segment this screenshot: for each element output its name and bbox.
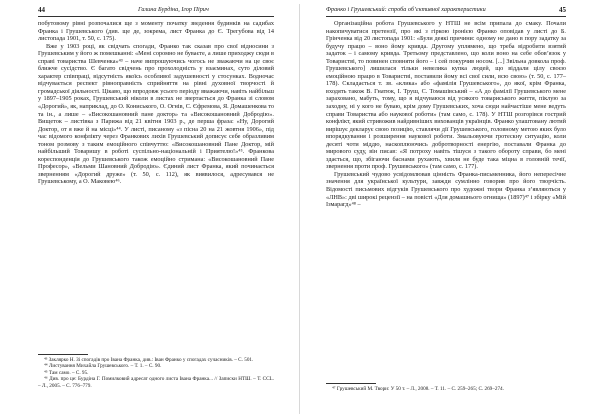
left-paragraph-2: Вже у 1903 році, як свідчать спогади, Франко так сказав про свої відносини з Грушевським у його ж помешканні: «Мені соромно не буваєте, а лише приходжу сюди в справі товариства Шевченка»⁴³ – наче випрошуючись чогось не зважаючи на це своє ближче сусідство. Є багато свідчень про прохолодність у взаєминах, суто діловий характер співпраці, відсутність якоїсь особливої задушевності у стосунках. Водночас відчувається респект рівноправність сприйняття на рівні духовної творчості й громадської діяльності. Цікаво, що впродовж усього періоду вважаючи, навіть найбільш у 1897–1905 роках, Грушевський ніколи в листах не звертається до Франка зі словом «Дорогий», як, наприклад, до О. Кониського, О. Огнів, С. Єфремова, Я. Домашенкова то та ін., а лише – «Високошановний пане доктор» та «Високошановний Добродію». Вищеток – листівка з Парижа від 21 квітня 1903 р., де перша фраза: «Ну, Дорогий Доктор, от я вже й на місці»⁴⁴. У листі, писаному «з пісна 20 на 21 жовтня 1906», під час відомого конфлікту через Франкових лихів Грушевський дописує себе образливим тоном розмову з таким емоційного співчуттю: «Високошановний Пане Доктор, мій найбільший Товаришу в роботі суспільно-національній і Приятелю!»⁴⁵. Франкова кореспонденція до Грушевського також емоційно стримана: «Високошановний Пане Професор», «Вельми Шановний Добродію». Єдиний лист Франка, який починається зверненням «Дорогий друже» (т. 50, с. 112), як виявилося, адресувався не Грушевському, а О. Маковею⁴⁶.	[38, 42, 274, 186]
right-footnote-rule	[326, 383, 376, 384]
left-footnote-44: ⁴⁴ Листування Михайла Грушевського. – Т. 1. – С. 90.	[44, 363, 162, 370]
right-paragraph-2: Грушевський чудово усвідомлював цінність Франка-письменника, його непересічне значення для української культури, завжди сумлінно говорив про його творчість. Відомості письмових відгуків Грушевського про художні твори Франка з’являються у «ЛНВ»: дві широкі рецензії – на повісті «Для домашнього огнища» (1897)⁴⁷ і збірку «Мій Ізмарагд»⁴⁸ –	[326, 170, 566, 209]
right-header-rule	[326, 16, 566, 17]
left-footnotes	[38, 357, 274, 389]
right-body-text	[326, 20, 566, 209]
left-running-head: Галина Бурдіна, Ігор Пірич	[138, 6, 209, 13]
right-running-head: Франко і Грушевський: спроба об’єктивної характеристики	[326, 6, 486, 13]
right-header	[326, 6, 566, 14]
right-page	[300, 0, 600, 416]
left-footnote-rule	[38, 354, 88, 355]
left-footnote-43: ⁴³ Заклярко Н. Зі спогадів про Івана Франка, див.: Іван Франко у спогадах сучасників. – С. 501.	[44, 357, 254, 363]
left-header-rule	[38, 16, 274, 17]
right-page-number: 45	[559, 6, 566, 14]
left-footnote-46: ⁴⁶ Див. про це: Бурдіна Г. Помилковий адресат одного листа Івана Франка... // Записки НТШ. – Т. ССL. – Л., 2005. – С. 776–779.	[38, 376, 274, 389]
right-paragraph-1: Організаційна робота Грушевського у НТШ не всім припала до смаку. Почали накопичуватися претензії, про які з гіркою іронією Франко оповідав у листі до Б. Грінченка від 20 листопада 1901: «Були деякі причини: одному не дано в пору задатку за будучу працю – воно йому кривда. Другому уплямено, що треба відробити взятий задаток – і самому кривда. Третьому представлено, що коли воно на себе обов’язок у Товаристві, то повинен сповняти його – і сей покурчив носом. [...] Звільна довкола проф. Грушевського] лишилася тільки невелика купка людей, що віддали цілу своєю емоційною працю в Товаристві, поставили йому всі свої сили, всю свою» (т. 50, с. 177–178). Складається т. зв. «клика» або «фамілія Грушевського», до якої, крім Франка, входять також В. Гнатюк, І. Труш, С. Томашівський – «А до фамілії Грушевського мене зараховано, мабуть, тому, що я відчуваюся від усякого товариського життя, піклую за заходну, ні у кого не буваю, крім дому Грушевських, хоча сюди найчастіше мене ведуть справи Товариства або наукової роботи» (там само, с. 178). У НТШ розгорівся гострий конфлікт, який стривожив найдивніших вихованців українців. Франко улаштовану лютий вирішує декларує свою позицію, ставлячи дії Грушевського, головному метою яких було впорядкування і розширення наукової роботи. Змальовуючи гротескну ситуацію, коли десяті чоти міддю, наскоплюючись добротворності енергію, поставали Франка до мирового суду, він писав: «Я потроху навіть тішуся з такого обороту справи, бо мені здається, що, збігаючи баснами рухають, хвиля не буде така міцна в головній течії, звернення проти проф. Грушевського» (там само, с. 177).	[326, 20, 566, 171]
left-header	[38, 6, 274, 15]
left-page-number: 44	[38, 6, 45, 14]
right-footnote-47: ⁴⁷ Грушевський М. Твори: У 50 т. – Л., 2008. – Т. 11. – С. 259–265; С. 269–274.	[332, 386, 504, 392]
left-paragraph-1: побутовому рівні розпочалися ще з моменту початку зведення будинків на садибах Франка і Грушевського (див. ще де, зокрема, лист Франка до Є. Трегубова від 14 листопада 1901, т. 50, с. 175).	[38, 20, 274, 43]
right-footnotes	[326, 386, 566, 392]
left-body-text	[38, 20, 274, 186]
left-footnote-45: ⁴⁵ Там само. – С. 95.	[44, 369, 89, 376]
